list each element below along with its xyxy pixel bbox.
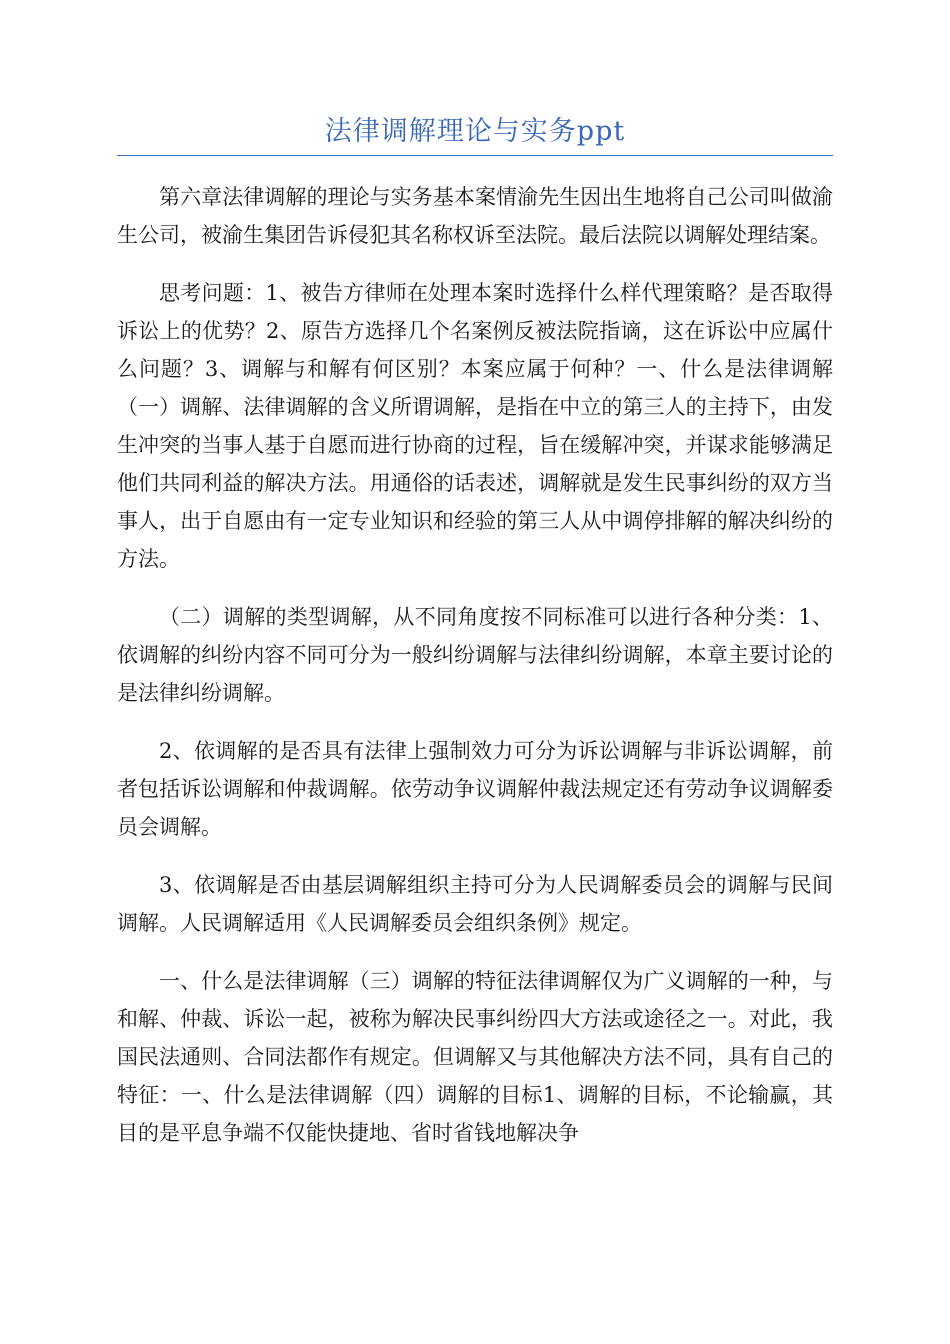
paragraph-features: 一、什么是法律调解（三）调解的特征法律调解仅为广义调解的一种，与和解、仲裁、诉讼一起，被称为解决民事纠纷四大方法或途径之一。对此，我国民法通则、合同法都作有规定。但调解又与其他解决方法不同，具有自己的特征：一、什么是法律调解（四）调解的目标1、调解的目标，不论输赢，其目的是平息争端不仅能快捷地、省时省钱地解决争: [117, 969, 833, 1145]
document-title: 法律调解理论与实务ppt: [324, 116, 626, 147]
paragraph-questions: 思考问题：1、被告方律师在处理本案时选择什么样代理策略？是否取得诉讼上的优势？2、原告方选择几个名案例反被法院指谪，这在诉讼中应属什么问题？3、调解与和解有何区别？本案应属于何种？一、什么是法律调解（一）调解、法律调解的含义所谓调解，是指在中立的第三人的主持下，由发生冲突的当事人基于自愿而进行协商的过程，旨在缓解冲突，并谋求能够满足他们共同利益的解决方法。用通俗的话表述，调解就是发生民事纠纷的双方当事人，出于自愿由有一定专业知识和经验的第三人从中调停排解的解决纠纷的方法。: [117, 281, 833, 571]
paragraph-types: （二）调解的类型调解，从不同角度按不同标准可以进行各种分类：1、依调解的纠纷内容不同可分为一般纠纷调解与法律纠纷调解，本章主要讨论的是法律纠纷调解。: [117, 605, 833, 705]
paragraph-grassroots: 3、依调解是否由基层调解组织主持可分为人民调解委员会的调解与民间调解。人民调解适用《人民调解委员会组织条例》规定。: [117, 873, 833, 935]
paragraph-case-facts: 第六章法律调解的理论与实务基本案情渝先生因出生地将自己公司叫做渝生公司，被渝生集团告诉侵犯其名称权诉至法院。最后法院以调解处理结案。: [117, 185, 833, 247]
document-body: [117, 178, 833, 1172]
title-underline: [117, 155, 833, 156]
paragraph-legal-effect: 2、依调解的是否具有法律上强制效力可分为诉讼调解与非诉讼调解，前者包括诉讼调解和仲裁调解。依劳动争议调解仲裁法规定还有劳动争议调解委员会调解。: [117, 739, 833, 839]
